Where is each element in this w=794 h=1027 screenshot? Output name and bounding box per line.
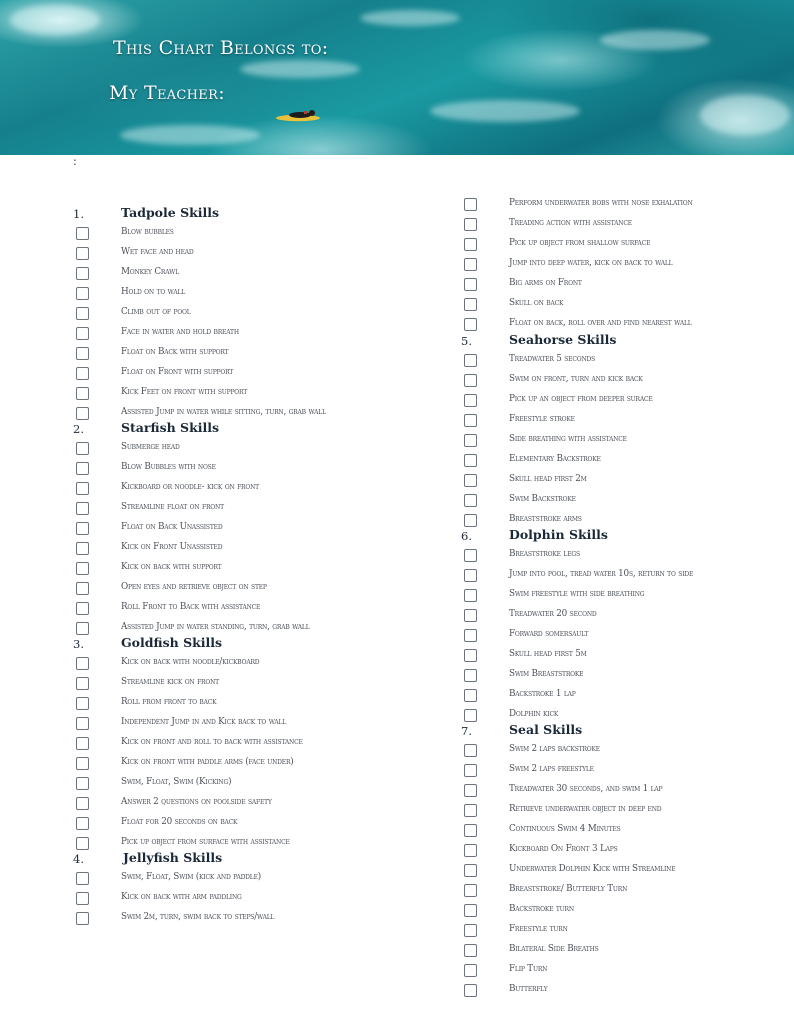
skill-label: Roll Front to Back with assistance: [121, 602, 261, 612]
skill-label: Kickboard or noodle- kick on front: [121, 482, 259, 492]
skill-label: Pick up object from shallow surface: [509, 238, 651, 248]
skill-checkbox[interactable]: [464, 864, 477, 877]
skill-row: [461, 255, 781, 275]
section-seahorse: [461, 332, 781, 531]
skill-row: [461, 215, 781, 235]
skill-checkbox[interactable]: [464, 844, 477, 857]
skill-label: Kick Feet on front with support: [121, 387, 248, 397]
skill-checkbox[interactable]: [76, 407, 89, 420]
skill-label: Side breathing with assistance: [509, 434, 627, 444]
teacher-label: My Teacher:: [109, 82, 225, 104]
skill-checkbox[interactable]: [76, 817, 89, 830]
skill-row: [73, 304, 403, 324]
skill-row: [461, 921, 781, 941]
skill-label: Face in water and hold breath: [121, 327, 239, 337]
skill-checkbox[interactable]: [464, 198, 477, 211]
skill-checkbox[interactable]: [464, 669, 477, 682]
section-number: 2.: [73, 422, 84, 436]
section-tadpole: [73, 205, 403, 424]
skill-checkbox[interactable]: [464, 298, 477, 311]
skill-checkbox[interactable]: [464, 709, 477, 722]
skill-label: Treadwater 20 second: [509, 609, 597, 619]
skill-checkbox[interactable]: [464, 238, 477, 251]
skill-checkbox[interactable]: [464, 569, 477, 582]
skill-row: [461, 761, 781, 781]
skill-checkbox[interactable]: [76, 327, 89, 340]
skill-label: Open eyes and retrieve object on step: [121, 582, 267, 592]
skill-row: [73, 734, 403, 754]
skill-checkbox[interactable]: [464, 904, 477, 917]
skill-checkbox[interactable]: [464, 824, 477, 837]
section-jellyfish-continued: [461, 195, 781, 335]
skill-row: [461, 741, 781, 761]
skill-label: Float on Front with support: [121, 367, 234, 377]
skill-label: Treading action with assistance: [509, 218, 632, 228]
skill-label: Swim 2m, turn, swim back to steps/wall: [121, 912, 275, 922]
skill-label: Breaststroke legs: [509, 549, 580, 559]
skill-checkbox[interactable]: [464, 609, 477, 622]
skill-checkbox[interactable]: [76, 797, 89, 810]
skill-label: Skull head first 2m: [509, 474, 587, 484]
skill-label: Float on Back with support: [121, 347, 229, 357]
section-dolphin: [461, 527, 781, 726]
skill-checkbox[interactable]: [76, 737, 89, 750]
skill-checkbox[interactable]: [76, 442, 89, 455]
skill-label: Kick on back with support: [121, 562, 222, 572]
skill-checkbox[interactable]: [76, 387, 89, 400]
skill-checkbox[interactable]: [76, 892, 89, 905]
skill-label: Float for 20 seconds on back: [121, 817, 238, 827]
section-number: 3.: [73, 637, 84, 651]
section-number: 7.: [461, 724, 472, 738]
section-goldfish: [73, 635, 403, 854]
skill-checkbox[interactable]: [76, 482, 89, 495]
skill-label: Wet face and head: [121, 247, 194, 257]
skill-row: [461, 471, 781, 491]
section-title: Jellyfish Skills: [123, 850, 223, 865]
skill-row: [461, 351, 781, 371]
skill-checkbox[interactable]: [464, 494, 477, 507]
skill-row: [73, 224, 403, 244]
section-number: 6.: [461, 529, 472, 543]
skill-checkbox[interactable]: [76, 367, 89, 380]
skill-label: Hold on to wall: [121, 287, 186, 297]
skill-row: [461, 941, 781, 961]
skill-checkbox[interactable]: [464, 924, 477, 937]
skill-label: Swim, Float, Swim (Kicking): [121, 777, 232, 787]
skill-row: [461, 391, 781, 411]
skill-label: Bilateral Side Breaths: [509, 944, 599, 954]
skill-label: Assisted Jump in water standing, turn, grab wall: [121, 622, 310, 632]
skill-checkbox[interactable]: [464, 258, 477, 271]
skill-checkbox[interactable]: [76, 542, 89, 555]
skill-row: [73, 284, 403, 304]
skill-checkbox[interactable]: [464, 984, 477, 997]
skill-label: Breaststroke/ Butterfly Turn: [509, 884, 628, 894]
skill-checkbox[interactable]: [76, 697, 89, 710]
skill-checkbox[interactable]: [464, 514, 477, 527]
skill-row: [73, 794, 403, 814]
skill-row: [73, 559, 403, 579]
section-header: [73, 205, 403, 224]
skill-row: [73, 774, 403, 794]
skill-label: Jump into pool, tread water 10s, return to side: [509, 569, 694, 579]
skill-label: Streamline kick on front: [121, 677, 219, 687]
skill-row: [461, 646, 781, 666]
skill-row: [461, 686, 781, 706]
skill-checkbox[interactable]: [464, 434, 477, 447]
skill-label: Big arms on Front: [509, 278, 582, 288]
section-jellyfish: [73, 850, 403, 929]
skill-label: Streamline float on front: [121, 502, 224, 512]
section-title: Tadpole Skills: [121, 205, 220, 220]
skill-checkbox[interactable]: [76, 657, 89, 670]
skill-checkbox[interactable]: [464, 414, 477, 427]
section-starfish: [73, 420, 403, 639]
skill-checkbox[interactable]: [76, 287, 89, 300]
skill-checkbox[interactable]: [76, 307, 89, 320]
skill-checkbox[interactable]: [464, 944, 477, 957]
skill-label: Kick on Front Unassisted: [121, 542, 223, 552]
skill-label: Elementary Backstroke: [509, 454, 601, 464]
skill-checkbox[interactable]: [76, 602, 89, 615]
skill-row: [73, 459, 403, 479]
skill-checkbox[interactable]: [464, 218, 477, 231]
skill-row: [461, 491, 781, 511]
skill-checkbox[interactable]: [464, 374, 477, 387]
skill-row: [461, 961, 781, 981]
skill-label: Answer 2 questions on poolside safety: [121, 797, 272, 807]
skill-label: Kick on front with paddle arms (face under): [121, 757, 294, 767]
skill-label: Swim on front, turn and kick back: [509, 374, 643, 384]
skill-row: [73, 364, 403, 384]
skill-row: [461, 451, 781, 471]
skill-row: [73, 439, 403, 459]
skill-label: Backstroke 1 lap: [509, 689, 576, 699]
skill-checkbox[interactable]: [76, 677, 89, 690]
skill-row: [73, 869, 403, 889]
skill-checkbox[interactable]: [76, 562, 89, 575]
skill-checkbox[interactable]: [464, 394, 477, 407]
skill-label: Kick on front and roll to back with assistance: [121, 737, 303, 747]
skill-row: [73, 754, 403, 774]
skill-label: Swim Backstroke: [509, 494, 576, 504]
skill-label: Jump into deep water, kick on back to wall: [509, 258, 673, 268]
skill-checkbox[interactable]: [76, 757, 89, 770]
skill-row: [73, 814, 403, 834]
skill-row: [461, 275, 781, 295]
skill-row: [461, 235, 781, 255]
skill-checkbox[interactable]: [76, 872, 89, 885]
skill-row: [461, 371, 781, 391]
section-title: Dolphin Skills: [509, 527, 608, 542]
skill-checkbox[interactable]: [76, 227, 89, 240]
skill-row: [461, 801, 781, 821]
skill-checkbox[interactable]: [464, 589, 477, 602]
skill-checkbox[interactable]: [464, 764, 477, 777]
section-number: 1.: [73, 207, 84, 221]
skill-label: Kick on back with noodle/kickboard: [121, 657, 260, 667]
skill-label: Continuous Swim 4 Minutes: [509, 824, 621, 834]
skill-label: Roll from front to back: [121, 697, 217, 707]
skill-row: [73, 599, 403, 619]
skill-checkbox[interactable]: [464, 649, 477, 662]
skill-row: [461, 566, 781, 586]
skill-checkbox[interactable]: [464, 784, 477, 797]
section-title: Seahorse Skills: [509, 332, 617, 347]
skill-checkbox[interactable]: [464, 549, 477, 562]
skill-row: [73, 909, 403, 929]
skill-row: [461, 881, 781, 901]
skill-label: Assisted Jump in water while sitting, turn, grab wall: [121, 407, 326, 417]
section-header: [461, 332, 781, 351]
section-header: [461, 722, 781, 741]
skill-label: Butterfly: [509, 984, 548, 994]
skill-checkbox[interactable]: [464, 629, 477, 642]
skill-row: [73, 499, 403, 519]
skill-row: [73, 654, 403, 674]
section-title: Starfish Skills: [121, 420, 220, 435]
surfer-icon: [274, 105, 324, 125]
skill-checkbox[interactable]: [76, 622, 89, 635]
skill-label: Independent Jump in and Kick back to wall: [121, 717, 287, 727]
skill-label: Forward somersault: [509, 629, 589, 639]
skill-checkbox[interactable]: [76, 912, 89, 925]
skill-row: [461, 981, 781, 1001]
skill-label: Underwater Dolphin Kick with Streamline: [509, 864, 676, 874]
skill-checkbox[interactable]: [464, 804, 477, 817]
skill-row: [73, 479, 403, 499]
skill-label: Perform underwater bobs with nose exhalation: [509, 198, 693, 208]
skill-checkbox[interactable]: [76, 582, 89, 595]
skill-row: [461, 901, 781, 921]
skill-row: [461, 431, 781, 451]
skill-label: Float on Back Unassisted: [121, 522, 223, 532]
skill-row: [461, 546, 781, 566]
skill-row: [461, 666, 781, 686]
skill-checkbox[interactable]: [76, 522, 89, 535]
skill-checkbox[interactable]: [76, 837, 89, 850]
chart-owner-label: This Chart Belongs to:: [113, 37, 329, 59]
skill-checkbox[interactable]: [464, 964, 477, 977]
skill-label: Freestyle stroke: [509, 414, 575, 424]
skill-checkbox[interactable]: [76, 462, 89, 475]
skill-label: Swim Breaststroke: [509, 669, 584, 679]
skill-row: [461, 295, 781, 315]
skill-row: [461, 821, 781, 841]
skill-row: [73, 519, 403, 539]
skill-label: Blow bubbles: [121, 227, 174, 237]
skill-checkbox[interactable]: [464, 278, 477, 291]
skill-label: Backstroke turn: [509, 904, 574, 914]
skill-row: [73, 539, 403, 559]
skill-label: Treadwater 5 seconds: [509, 354, 596, 364]
skill-label: Skull head first 5m: [509, 649, 587, 659]
section-header: [461, 527, 781, 546]
skill-label: Pick up object from surface with assistance: [121, 837, 290, 847]
skill-label: Monkey Crawl: [121, 267, 179, 277]
skill-checkbox[interactable]: [464, 454, 477, 467]
skill-checkbox[interactable]: [76, 347, 89, 360]
section-header: [73, 850, 403, 869]
skill-row: [461, 195, 781, 215]
section-title: Goldfish Skills: [121, 635, 223, 650]
section-header: [73, 635, 403, 654]
section-header: [73, 420, 403, 439]
skill-row: [73, 244, 403, 264]
skill-label: Swim 2 laps backstroke: [509, 744, 600, 754]
section-number: 5.: [461, 334, 472, 348]
skill-checkbox[interactable]: [464, 689, 477, 702]
skill-label: Swim freestyle with side breathing: [509, 589, 645, 599]
skill-row: [461, 781, 781, 801]
skill-row: [73, 264, 403, 284]
skill-label: Blow Bubbles with nose: [121, 462, 216, 472]
skill-row: [73, 694, 403, 714]
skill-row: [461, 841, 781, 861]
skill-label: Climb out of pool: [121, 307, 191, 317]
skill-label: Submerge head: [121, 442, 180, 452]
skill-row: [73, 889, 403, 909]
skill-label: Flip Turn: [509, 964, 548, 974]
skill-checkbox[interactable]: [464, 474, 477, 487]
skill-checkbox[interactable]: [76, 502, 89, 515]
skill-label: Swim, Float, Swim (kick and paddle): [121, 872, 261, 882]
skill-label: Kick on back with arm paddling: [121, 892, 242, 902]
skill-row: [461, 861, 781, 881]
section-number: 4.: [73, 852, 84, 866]
skill-label: Freestyle turn: [509, 924, 568, 934]
stray-colon: :: [73, 155, 77, 168]
skill-checkbox[interactable]: [464, 744, 477, 757]
skill-label: Breaststroke arms: [509, 514, 582, 524]
skill-row: [73, 324, 403, 344]
section-seal: [461, 722, 781, 1001]
skill-checkbox[interactable]: [464, 354, 477, 367]
skill-row: [73, 579, 403, 599]
skill-label: Retrieve underwater object in deep end: [509, 804, 662, 814]
skill-row: [73, 384, 403, 404]
skill-row: [73, 714, 403, 734]
skill-label: Float on back, roll over and find nearest wall: [509, 318, 692, 328]
skill-label: Treadwater 30 seconds, and swim 1 lap: [509, 784, 663, 794]
skill-checkbox[interactable]: [464, 884, 477, 897]
skill-label: Skull on back: [509, 298, 564, 308]
skill-row: [461, 411, 781, 431]
skill-checkbox[interactable]: [76, 777, 89, 790]
skill-row: [461, 586, 781, 606]
skill-row: [73, 674, 403, 694]
ocean-banner: [0, 0, 794, 155]
skill-label: Pick up an object from deeper surace: [509, 394, 653, 404]
skill-checkbox[interactable]: [76, 717, 89, 730]
section-title: Seal Skills: [509, 722, 583, 737]
skill-row: [73, 344, 403, 364]
skill-row: [461, 606, 781, 626]
skill-label: Swim 2 laps freestyle: [509, 764, 594, 774]
skill-label: Dolphin kick: [509, 709, 559, 719]
skill-checkbox[interactable]: [464, 318, 477, 331]
skill-row: [461, 626, 781, 646]
skill-checkbox[interactable]: [76, 247, 89, 260]
skill-checkbox[interactable]: [76, 267, 89, 280]
skill-label: Kickboard On Front 3 Laps: [509, 844, 618, 854]
